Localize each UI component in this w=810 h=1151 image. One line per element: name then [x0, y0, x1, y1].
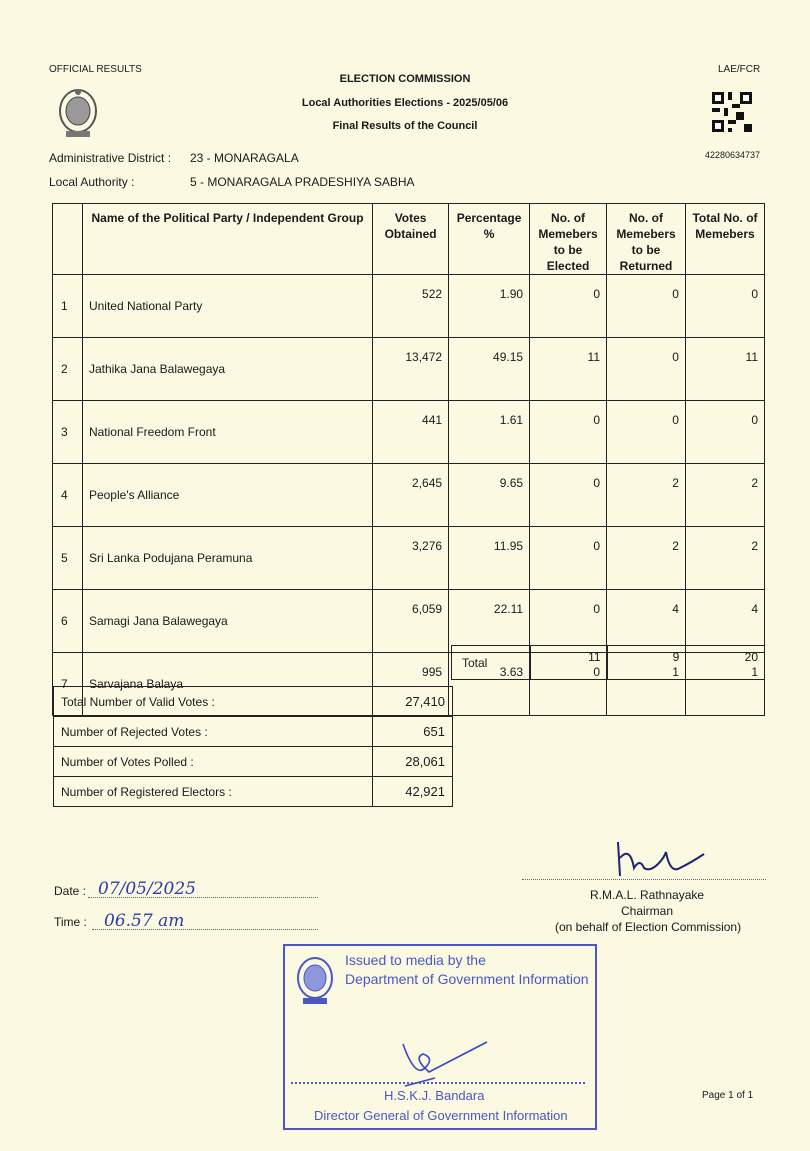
- totals-row: [452, 646, 765, 680]
- director-signature: [395, 1038, 495, 1093]
- party-name: Sri Lanka Podujana Peramuna: [82, 527, 372, 590]
- time-value: 06.57 am: [104, 911, 185, 931]
- votes-cell: 3,276: [373, 527, 449, 590]
- authority-label: Local Authority :: [49, 175, 135, 189]
- district-value: 23 - MONARAGALA: [190, 151, 299, 165]
- returned-cell: 0: [607, 275, 686, 338]
- row-number: 1: [53, 275, 83, 338]
- stamp-emblem-icon: [295, 954, 335, 1011]
- elected-cell: 0: [530, 275, 607, 338]
- results-subtitle: Final Results of the Council: [332, 120, 478, 132]
- total-cell: 0: [685, 275, 764, 338]
- table-header-row: [53, 204, 765, 275]
- totals-label: Total: [452, 646, 531, 680]
- total-cell: 1: [685, 653, 764, 716]
- header-votes: Votes Obtained: [373, 204, 449, 275]
- votes-cell: 13,472: [373, 338, 449, 401]
- party-name: United National Party: [82, 275, 372, 338]
- total-cell: 2: [685, 464, 764, 527]
- summary-value: 651: [373, 717, 453, 747]
- row-number: 4: [53, 464, 83, 527]
- election-title: Local Authorities Elections - 2025/05/06: [301, 97, 509, 109]
- total-cell: 0: [685, 401, 764, 464]
- summary-row: [54, 777, 453, 807]
- elected-cell: 0: [530, 653, 607, 716]
- table-row: [53, 275, 765, 338]
- signatory-name: R.M.A.L. Rathnayake: [590, 888, 705, 902]
- total-cell: 11: [685, 338, 764, 401]
- header-elected: No. of Memebers to be Elected: [530, 204, 607, 275]
- total-cell: 2: [685, 527, 764, 590]
- row-number: 2: [53, 338, 83, 401]
- stamp-name: H.S.K.J. Bandara: [384, 1088, 485, 1103]
- media-issue-stamp: [283, 944, 597, 1130]
- row-number: 6: [53, 590, 83, 653]
- signatory-behalf: (on behalf of Election Commission): [555, 920, 742, 934]
- returned-cell: 0: [607, 338, 686, 401]
- party-name: People's Alliance: [82, 464, 372, 527]
- totals-returned: 9: [607, 646, 686, 680]
- elected-cell: 0: [530, 590, 607, 653]
- percentage-cell: 49.15: [449, 338, 530, 401]
- party-name: Jathika Jana Balawegaya: [82, 338, 372, 401]
- row-number: 5: [53, 527, 83, 590]
- totals-table: [451, 645, 765, 680]
- summary-value: 28,061: [373, 747, 453, 777]
- summary-row: [54, 687, 453, 717]
- percentage-cell: 22.11: [449, 590, 530, 653]
- header-party: Name of the Political Party / Independent Group: [82, 204, 372, 275]
- percentage-cell: 3.63: [449, 653, 530, 716]
- header-percentage: Percentage %: [449, 204, 530, 275]
- time-label: Time :: [54, 915, 87, 929]
- vote-summary-table: [53, 686, 453, 807]
- page-number: Page 1 of 1: [702, 1090, 754, 1101]
- party-name: Sarvajana Balaya: [82, 653, 372, 716]
- authority-value: 5 - MONARAGALA PRADESHIYA SABHA: [190, 175, 415, 189]
- total-cell: 4: [685, 590, 764, 653]
- header-total: Total No. of Memebers: [685, 204, 764, 275]
- stamp-title: Director General of Government Information: [314, 1108, 568, 1123]
- signature-line: [522, 878, 766, 880]
- signatory-title: Chairman: [621, 904, 674, 918]
- percentage-cell: 11.95: [449, 527, 530, 590]
- stamp-signature-line: [291, 1081, 585, 1084]
- reference-code: LAE/FCR: [718, 64, 761, 75]
- chairman-signature: [600, 838, 710, 893]
- returned-cell: 2: [607, 464, 686, 527]
- table-row: [53, 464, 765, 527]
- votes-cell: 441: [373, 401, 449, 464]
- stamp-line-1: Issued to media by the: [345, 952, 486, 968]
- summary-label: Number of Rejected Votes :: [54, 717, 373, 747]
- percentage-cell: 1.61: [449, 401, 530, 464]
- summary-value: 42,921: [373, 777, 453, 807]
- row-number: 7: [53, 653, 83, 716]
- header-returned: No. of Memebers to be Returned: [607, 204, 686, 275]
- results-table: [52, 203, 765, 716]
- votes-cell: 995: [373, 653, 449, 716]
- table-row: [53, 338, 765, 401]
- summary-label: Number of Registered Electors :: [54, 777, 373, 807]
- date-value: 07/05/2025: [98, 879, 196, 899]
- summary-label: Total Number of Valid Votes :: [54, 687, 373, 717]
- summary-label: Number of Votes Polled :: [54, 747, 373, 777]
- elected-cell: 0: [530, 527, 607, 590]
- returned-cell: 4: [607, 590, 686, 653]
- table-row: [53, 527, 765, 590]
- elected-cell: 0: [530, 401, 607, 464]
- stamp-line-2: Department of Government Information: [345, 971, 589, 987]
- summary-value: 27,410: [373, 687, 453, 717]
- elected-cell: 11: [530, 338, 607, 401]
- date-label: Date :: [54, 884, 87, 898]
- national-emblem-icon: [56, 86, 100, 145]
- document-number: 42280634737: [705, 150, 761, 160]
- elected-cell: 0: [530, 464, 607, 527]
- party-name: National Freedom Front: [82, 401, 372, 464]
- summary-row: [54, 747, 453, 777]
- percentage-cell: 1.90: [449, 275, 530, 338]
- table-row: [53, 590, 765, 653]
- returned-cell: 0: [607, 401, 686, 464]
- votes-cell: 522: [373, 275, 449, 338]
- totals-total: 20: [686, 646, 765, 680]
- official-results-label: OFFICIAL RESULTS: [49, 64, 142, 75]
- votes-cell: 2,645: [373, 464, 449, 527]
- table-row: [53, 401, 765, 464]
- qr-code-icon: [712, 92, 752, 137]
- summary-row: [54, 717, 453, 747]
- returned-cell: 1: [607, 653, 686, 716]
- date-line: [88, 879, 318, 898]
- party-name: Samagi Jana Balawegaya: [82, 590, 372, 653]
- totals-elected: 11: [530, 646, 607, 680]
- header-no: [53, 204, 83, 275]
- returned-cell: 2: [607, 527, 686, 590]
- district-label: Administrative District :: [49, 151, 172, 165]
- row-number: 3: [53, 401, 83, 464]
- percentage-cell: 9.65: [449, 464, 530, 527]
- votes-cell: 6,059: [373, 590, 449, 653]
- commission-title: ELECTION COMMISSION: [339, 73, 471, 85]
- time-line: [92, 911, 318, 930]
